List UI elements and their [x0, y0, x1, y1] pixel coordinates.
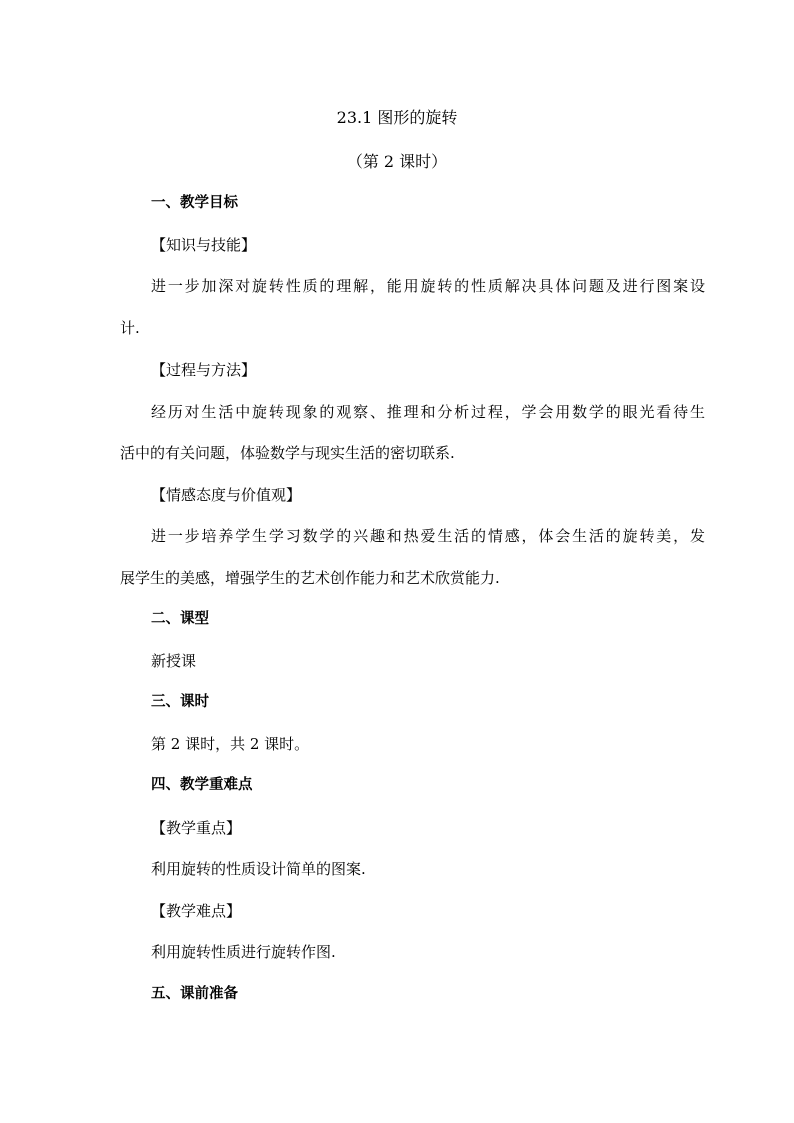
- section-heading-lesson-type: 二、课型: [151, 611, 209, 627]
- paragraph-line: 利用旋转性质进行旋转作图.: [151, 943, 336, 961]
- paragraph-line: 进一步培养学生学习数学的兴趣和热爱生活的情感，体会生活的旋转美，发: [151, 527, 705, 545]
- paragraph-line: 活中的有关问题，体验数学与现实生活的密切联系.: [120, 444, 455, 462]
- lesson-type-text: 新授课: [151, 652, 197, 670]
- paragraph-line: 利用旋转的性质设计简单的图案.: [151, 860, 366, 878]
- paragraph-line: 展学生的美感，增强学生的艺术创作能力和艺术欣赏能力.: [120, 569, 500, 587]
- subsection-label-key-point: 【教学重点】: [151, 819, 242, 837]
- section-heading-key-points: 四、教学重难点: [151, 777, 253, 793]
- document-subtitle: （第 2 课时）: [346, 152, 448, 171]
- paragraph-line: 经历对生活中旋转现象的观察、推理和分析过程，学会用数学的眼光看待生: [151, 403, 705, 421]
- section-heading-objectives: 一、教学目标: [151, 195, 238, 211]
- subsection-label-knowledge: 【知识与技能】: [151, 236, 257, 254]
- section-heading-periods: 三、课时: [151, 694, 209, 710]
- periods-text: 第 2 课时，共 2 课时。: [151, 735, 310, 753]
- paragraph-line: 进一步加深对旋转性质的理解，能用旋转的性质解决具体问题及进行图案设: [151, 277, 705, 295]
- document-title: 23.1 图形的旋转: [336, 108, 458, 127]
- section-heading-preparation: 五、课前准备: [151, 986, 238, 1002]
- subsection-label-difficulty: 【教学难点】: [151, 902, 242, 920]
- subsection-label-process: 【过程与方法】: [151, 361, 257, 379]
- subsection-label-attitude: 【情感态度与价值观】: [151, 486, 302, 504]
- paragraph-line: 计.: [120, 319, 140, 337]
